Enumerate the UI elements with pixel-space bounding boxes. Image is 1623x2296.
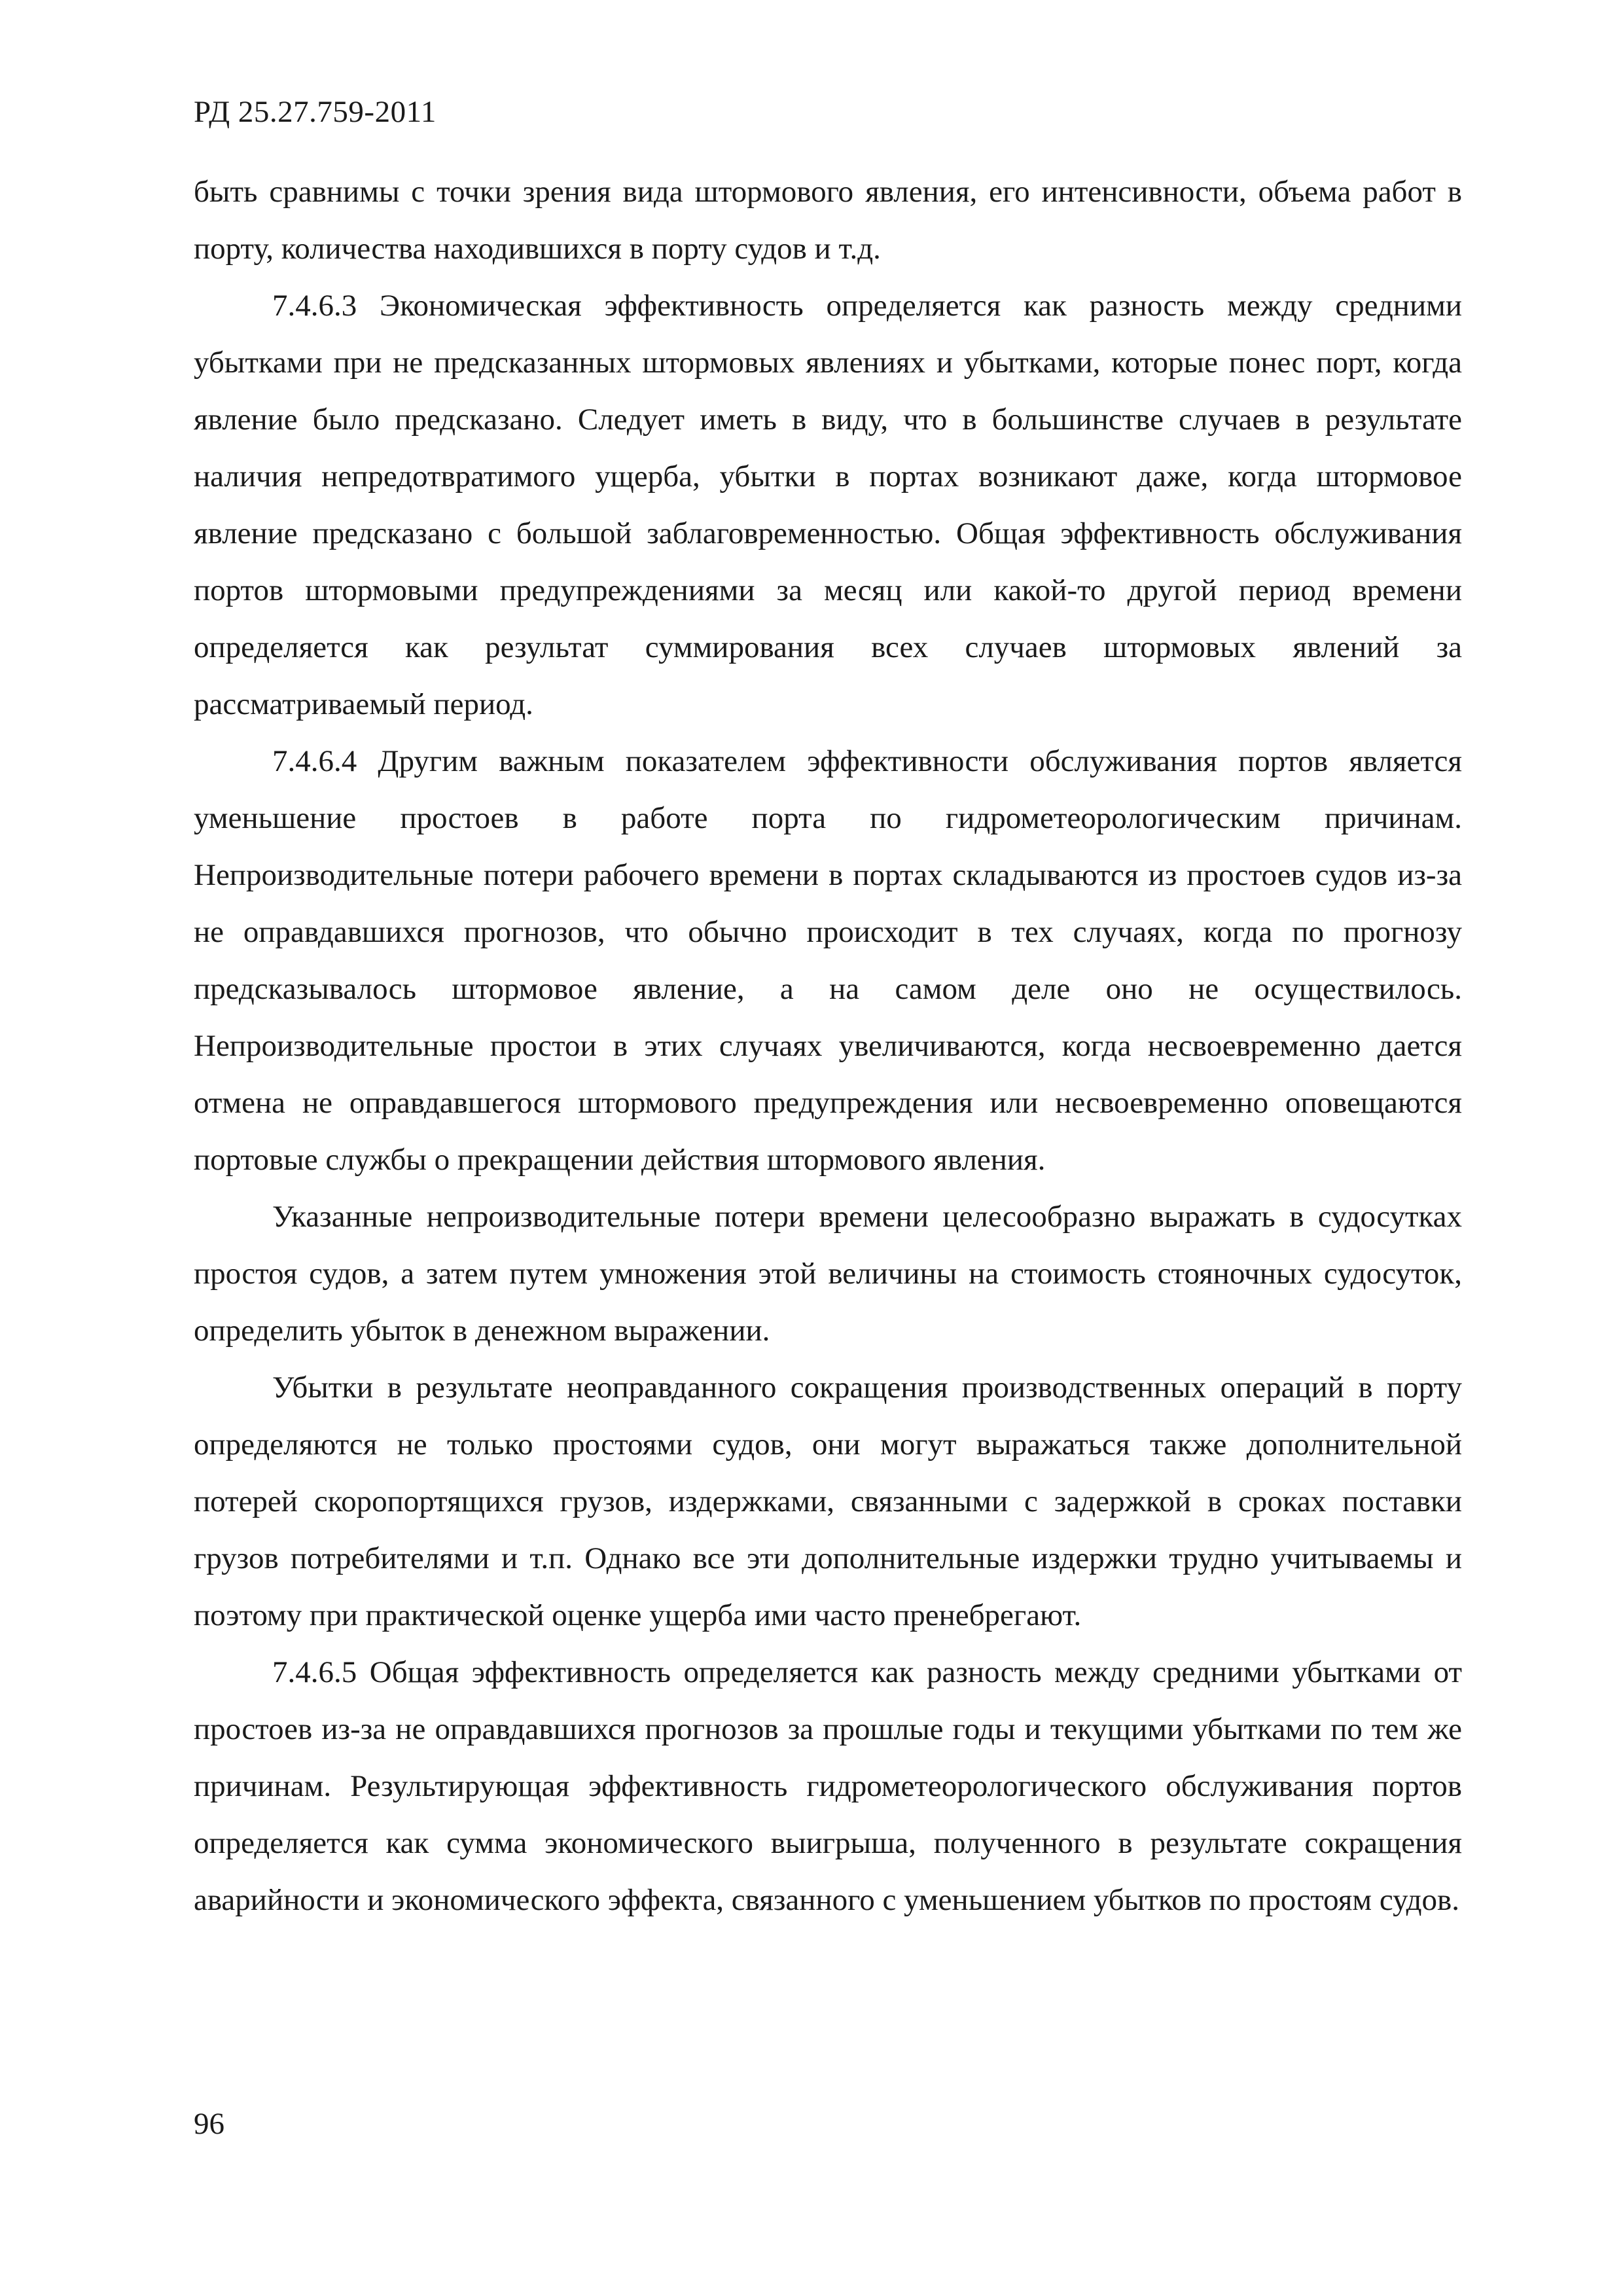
paragraph-7-4-6-5: 7.4.6.5 Общая эффективность определяется как разность между средними убытками от простоев из-за не оправдавшихся прогнозов за прошлые годы и текущими убытками по тем же причинам. Результирующая эффективность гидрометеорологического обслуживания портов определяется как сумма экономического выигрыша, полученного в результате сокращения аварийности и экономического эффекта, связанного с уменьшением убытков по простоям судов. [194, 1655, 1462, 1917]
document-body [194, 164, 1462, 1929]
page-number: 96 [194, 2107, 224, 2141]
paragraph-7-4-6-3: 7.4.6.3 Экономическая эффективность определяется как разность между средними убытками при не предсказанных штормовых явлениях и убытками, которые понес порт, когда явление было предсказано. Следует иметь в виду, что в большинстве случаев в результате наличия непредотвратимого ущерба, убытки в портах возникают даже, когда штормовое явление предсказано с большой заблаговременностью. Общая эффективность обслуживания портов штормовыми предупреждениями за месяц или какой-то другой период времени определяется как результат суммирования всех случаев штормовых явлений за рассматриваемый период. [194, 289, 1462, 721]
paragraph-7-4-6-4: 7.4.6.4 Другим важным показателем эффективности обслуживания портов является уменьшение простоев в работе порта по гидрометеорологическим причинам. Непроизводительные потери рабочего времени в портах складываются из простоев судов из-за не оправдавшихся прогнозов, что обычно происходит в тех случаях, когда по прогнозу предсказывалось штормовое явление, а на самом деле оно не осуществилось. Непроизводительные простои в этих случаях увеличиваются, когда несвоевременно дается отмена не оправдавшегося штормового предупреждения или несвоевременно оповещаются портовые службы о прекращении действия штормового явления. [194, 744, 1462, 1177]
paragraph-losses-in-ship-days: Указанные непроизводительные потери времени целесообразно выражать в судосутках простоя судов, а затем путем умножения этой величины на стоимость стояночных судосуток, определить убыток в денежном выражении. [194, 1200, 1462, 1348]
paragraph-continuation: быть сравнимы с точки зрения вида штормового явления, его интенсивности, объема работ в порту, количества находившихся в порту судов и т.д. [194, 175, 1462, 266]
paragraph-additional-losses: Убытки в результате неоправданного сокращения производственных операций в порту определяются не только простоями судов, они могут выражаться также дополнительной потерей скоропортящихся грузов, издержками, связанными с задержкой в сроках поставки грузов потребителями и т.п. Однако все эти дополнительные издержки трудно учитываемы и поэтому при практической оценке ущерба ими часто пренебрегают. [194, 1371, 1462, 1632]
document-code-header: РД 25.27.759-2011 [194, 95, 437, 129]
